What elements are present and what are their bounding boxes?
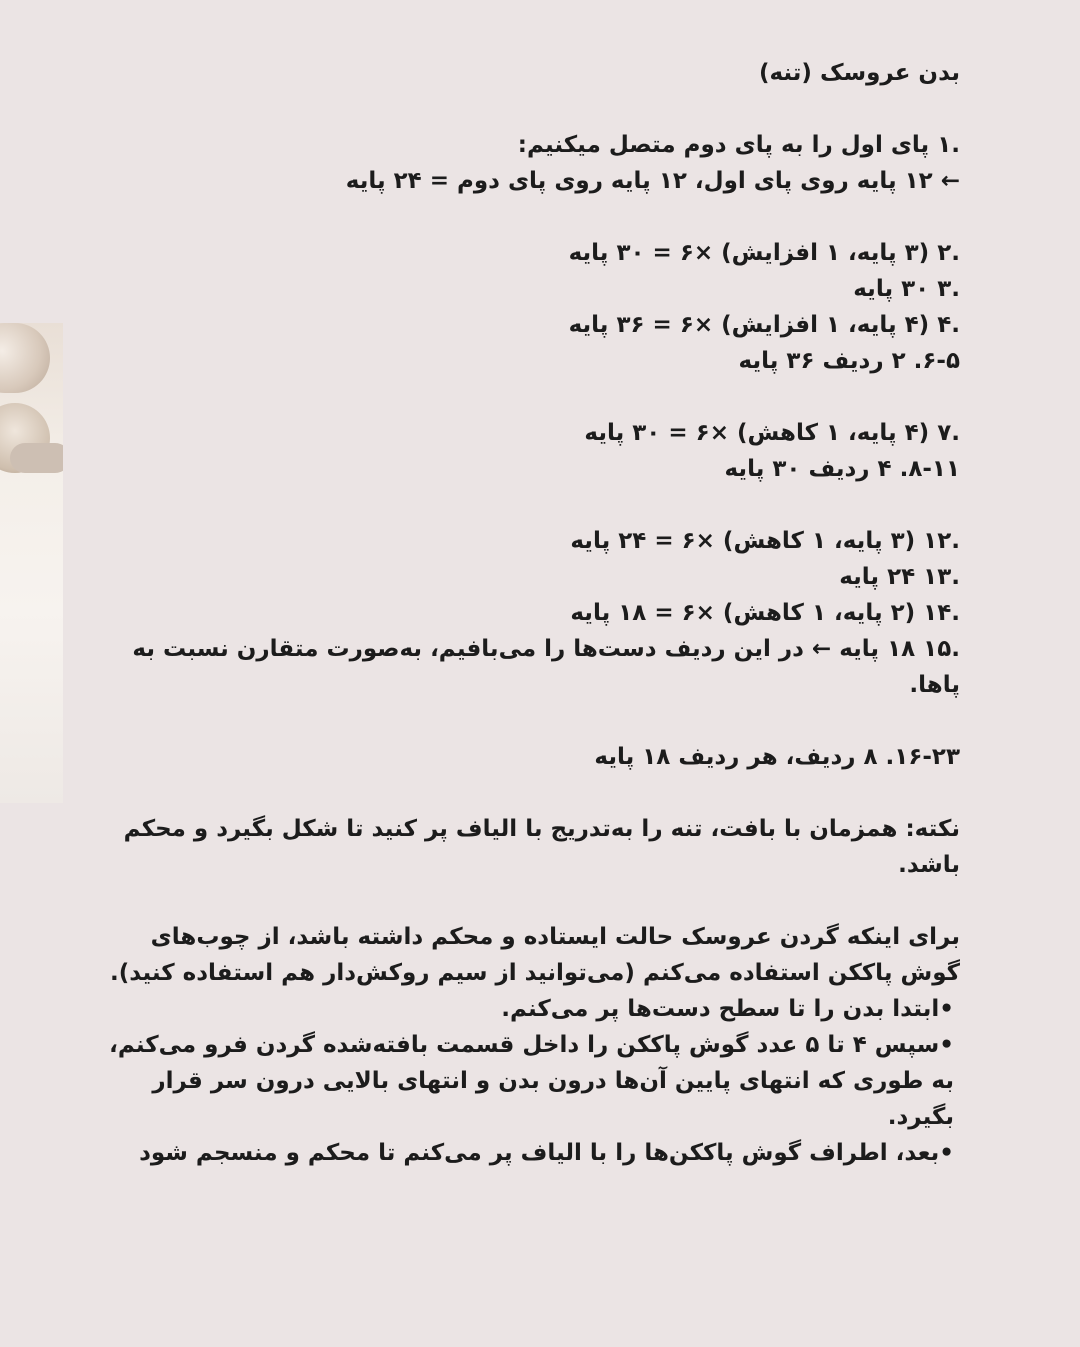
step-1: .۱ پای اول را به پای دوم متصل میکنیم: <box>517 132 960 158</box>
instructions-text <box>100 55 960 1171</box>
neck-bullet-2: •سپس ۴ تا ۵ عدد گوش پاککن را داخل قسمت بافته‌شده گردن فرو می‌کنم، به طوری که انتهای پایین آن‌ها درون بدن و انتهای بالایی درون سر قرار بگیرد. <box>109 1032 954 1130</box>
page-title: بدن عروسک (تنه) <box>758 60 960 86</box>
step-7: .۷ (۴ پایه، ۱ کاهش) ×۶ = ۳۰ پایه <box>584 420 960 446</box>
step-14: .۱۴ (۲ پایه، ۱ کاهش) ×۶ = ۱۸ پایه <box>570 600 960 626</box>
step-12: .۱۲ (۳ پایه، ۱ کاهش) ×۶ = ۲۴ پایه <box>570 528 960 554</box>
step-16-23: ۱۶-۲۳. ۸ ردیف، هر ردیف ۱۸ پایه <box>594 744 960 770</box>
neck-bullet-1: •ابتدا بدن را تا سطح دست‌ها پر می‌کنم. <box>501 996 954 1022</box>
neck-intro: برای اینکه گردن عروسک حالت ایستاده و محکم داشته باشد، از چوب‌های گوش پاککن استفاده می‌کنم (می‌توانید از سیم روکش‌دار هم استفاده کنید). <box>109 924 960 986</box>
step-8-11: ۸-۱۱. ۴ ردیف ۳۰ پایه <box>724 456 960 482</box>
note: نکته: همزمان با بافت، تنه را به‌تدریج با الیاف پر کنید تا شکل بگیرد و محکم باشد. <box>123 816 960 878</box>
step-3: .۳ ۳۰ پایه <box>853 276 960 302</box>
step-15: .۱۵ ۱۸ پایه ← در این ردیف دست‌ها را می‌بافیم، به‌صورت متقارن نسبت به پاها. <box>132 636 960 698</box>
step-4: .۴ (۴ پایه، ۱ افزایش) ×۶ = ۳۶ پایه <box>568 312 960 338</box>
yarn-ball-image <box>10 443 63 473</box>
step-5-6: ۶-۵. ۲ ردیف ۳۶ پایه <box>738 348 960 374</box>
step-2: .۲ (۳ پایه، ۱ افزایش) ×۶ = ۳۰ پایه <box>568 240 960 266</box>
yarn-ball-image <box>0 323 50 393</box>
step-13: .۱۳ ۲۴ پایه <box>839 564 960 590</box>
neck-bullet-3: •بعد، اطراف گوش پاککن‌ها را با الیاف پر می‌کنم تا محکم و منسجم شود <box>139 1140 954 1166</box>
step-1-detail: ← ۱۲ پایه روی پای اول، ۱۲ پایه روی پای دوم = ۲۴ پایه <box>345 168 960 194</box>
side-photo <box>0 323 63 803</box>
